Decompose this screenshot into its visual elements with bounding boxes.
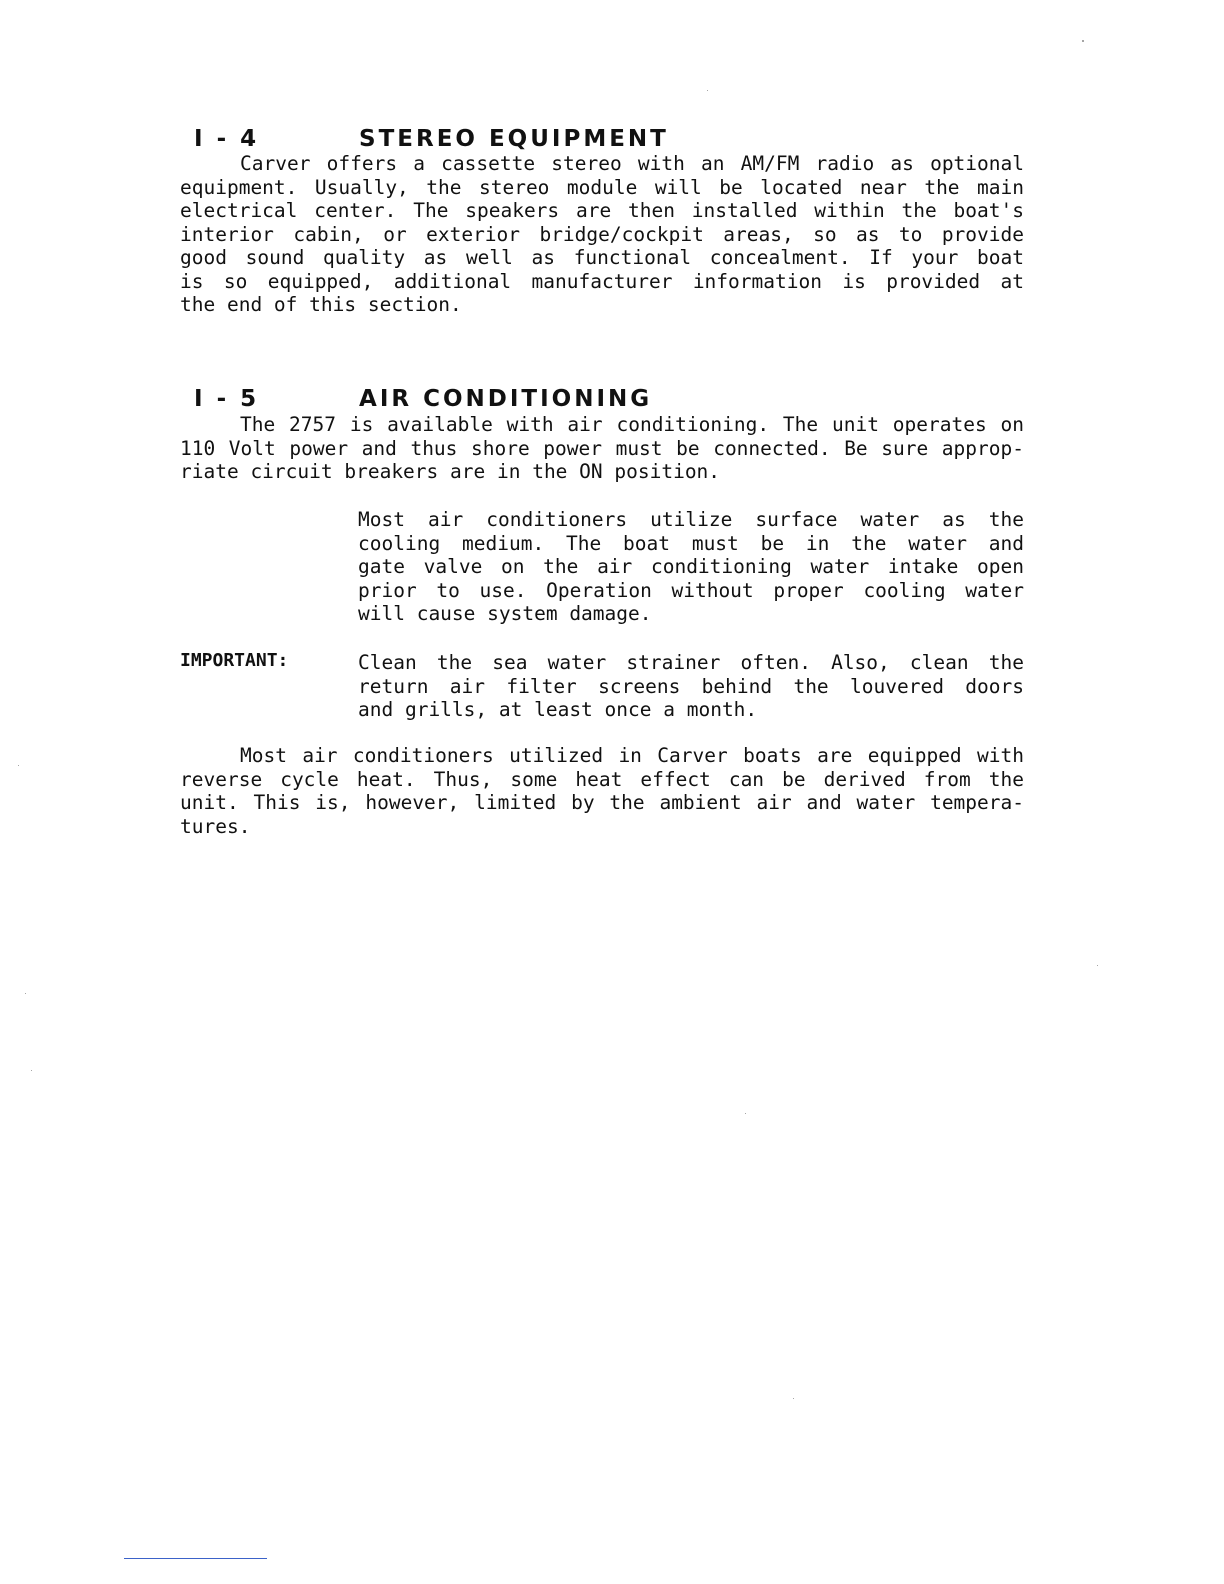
- section-heading-air-conditioning: [172, 360, 652, 412]
- scan-speck: [707, 90, 708, 91]
- scan-speck: [25, 993, 26, 994]
- text-line: reverse cycle heat. Thus, some heat effect can be derived from the: [180, 767, 1024, 791]
- scan-speck: [745, 1113, 746, 1114]
- text-line: good sound quality as well as functional concealment. If your boat: [180, 246, 1024, 269]
- text-line: interior cabin, or exterior bridge/cockpit areas, so as to provide: [180, 222, 1024, 246]
- text-line: cooling medium. The boat must be in the water and: [358, 531, 1024, 555]
- important-paragraph: [358, 651, 1024, 722]
- stereo-paragraph: [180, 152, 1024, 317]
- scan-speck: [31, 1070, 32, 1071]
- text-line: electrical center. The speakers are then installed within the boat's: [180, 199, 1024, 222]
- text-line: will cause system damage.: [358, 602, 652, 625]
- text-line: 110 Volt power and thus shore power must be connected. Be sure approp-: [180, 436, 1024, 460]
- section-heading-stereo: [172, 100, 669, 152]
- text-line: tures.: [180, 814, 251, 838]
- scan-speck: [793, 1398, 794, 1399]
- text-line: Most air conditioners utilized in Carver boats are equipped with: [240, 744, 1024, 767]
- scan-speck: [1082, 40, 1084, 42]
- section-title: AIR CONDITIONING: [359, 386, 653, 412]
- text-line: Carver offers a cassette stereo with an AM/FM radio as optional: [240, 152, 1024, 175]
- text-line: The 2757 is available with air conditioning. The unit operates on: [240, 413, 1024, 436]
- text-line: gate valve on the air conditioning water intake open: [358, 555, 1024, 578]
- ac-note-paragraph: [358, 508, 1024, 626]
- text-line: Most air conditioners utilize surface water as the: [358, 508, 1024, 531]
- text-line: return air filter screens behind the louvered doors: [358, 674, 1024, 698]
- section-title: STEREO EQUIPMENT: [359, 126, 669, 152]
- text-line: Clean the sea water strainer often. Also, clean the: [358, 651, 1024, 674]
- ac-intro-paragraph: [180, 413, 1024, 484]
- scan-speck: [18, 765, 19, 766]
- footer-rule: [124, 1558, 267, 1559]
- text-line: prior to use. Operation without proper cooling water: [358, 578, 1024, 602]
- ac-closing-paragraph: [180, 744, 1024, 838]
- text-line: is so equipped, additional manufacturer information is provided at: [180, 269, 1024, 293]
- text-line: and grills, at least once a month.: [358, 698, 758, 721]
- text-line: riate circuit breakers are in the ON position.: [180, 460, 721, 483]
- scan-speck: [1097, 965, 1098, 966]
- section-number: I - 4: [194, 126, 260, 152]
- text-line: unit. This is, however, limited by the ambient air and water tempera-: [180, 791, 1024, 814]
- text-line: equipment. Usually, the stereo module will be located near the main: [180, 175, 1024, 199]
- important-label: IMPORTANT:: [180, 650, 289, 671]
- section-number: I - 5: [194, 386, 260, 412]
- text-line: the end of this section.: [180, 293, 462, 316]
